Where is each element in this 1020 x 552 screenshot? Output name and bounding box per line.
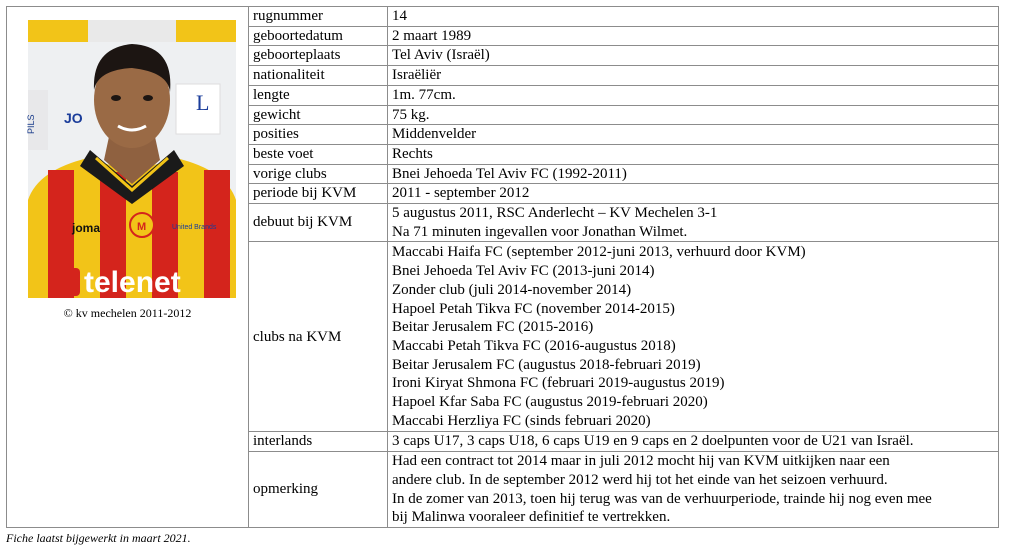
field-value-line: 2 maart 1989 <box>392 27 472 44</box>
player-photo-image <box>28 20 236 298</box>
field-value <box>388 432 999 452</box>
field-label: opmerking <box>249 452 388 528</box>
field-value-line: Maccabi Petah Tikva FC (2016-augustus 2018) <box>392 337 676 354</box>
player-photo <box>28 20 236 298</box>
bg-jo-text: JO <box>64 110 83 126</box>
player-fiche-table <box>6 6 999 528</box>
field-value-line: Zonder club (juli 2014-november 2014) <box>392 281 632 298</box>
field-label: nationaliteit <box>249 66 388 86</box>
field-value-line: Bnei Jehoeda Tel Aviv FC (1992-2011) <box>392 165 627 182</box>
svg-text:M: M <box>137 221 147 233</box>
field-value <box>388 144 999 164</box>
fiche-body <box>7 7 999 528</box>
field-value <box>388 125 999 145</box>
field-label: beste voet <box>249 144 388 164</box>
field-value-line: In de zomer van 2013, toen hij terug was van de verhuurperiode, trainde hij nog even mee <box>392 490 932 507</box>
field-value-line: Maccabi Herzliya FC (sinds februari 2020) <box>392 412 651 429</box>
field-label: debuut bij KVM <box>249 204 388 242</box>
sleeve-badge-text: United Brands <box>172 224 217 231</box>
field-label: geboortedatum <box>249 26 388 46</box>
field-label: rugnummer <box>249 7 388 27</box>
field-label: clubs na KVM <box>249 242 388 432</box>
field-value-line: Israëliër <box>392 67 442 84</box>
field-label: interlands <box>249 432 388 452</box>
field-value <box>388 452 999 528</box>
field-value <box>388 85 999 105</box>
field-value-line: Hapoel Petah Tikva FC (november 2014-2015) <box>392 300 675 317</box>
field-value-line: 1m. 77cm. <box>392 86 456 103</box>
field-value <box>388 184 999 204</box>
field-value <box>388 66 999 86</box>
field-value-line: 3 caps U17, 3 caps U18, 6 caps U19 en 9 caps en 2 doelpunten voor de U21 van Israël. <box>392 433 914 450</box>
field-label: geboorteplaats <box>249 46 388 66</box>
field-value-line: 5 augustus 2011, RSC Anderlecht – KV Mechelen 3-1 <box>392 205 718 222</box>
field-value-line: Rechts <box>392 145 433 162</box>
field-value <box>388 46 999 66</box>
field-value-line: Maccabi Haifa FC (september 2012-juni 2013, verhuurd door KVM) <box>392 244 806 261</box>
photo-caption: © kv mechelen 2011-2012 <box>63 306 192 320</box>
field-value-line: 2011 - september 2012 <box>392 185 530 202</box>
bg-left-text: PILS <box>26 114 36 134</box>
field-value-line: bij Malinwa vooraleer definitief te vertrekken. <box>392 509 671 526</box>
field-value-line: 14 <box>392 8 407 24</box>
field-label: vorige clubs <box>249 164 388 184</box>
field-value-line: Middenvelder <box>392 126 477 143</box>
field-label: posities <box>249 125 388 145</box>
field-value <box>388 204 999 242</box>
fiche-row <box>7 7 999 27</box>
field-value <box>388 26 999 46</box>
field-value <box>388 7 999 27</box>
field-label: lengte <box>249 85 388 105</box>
field-value-line: Tel Aviv (Israël) <box>392 47 490 64</box>
field-value-line: Hapoel Kfar Saba FC (augustus 2019-februari 2020) <box>392 394 708 411</box>
bg-sponsor-letters: L <box>196 90 210 115</box>
last-updated-note: Fiche laatst bijgewerkt in maart 2021. <box>6 531 191 545</box>
field-value <box>388 105 999 125</box>
field-value <box>388 164 999 184</box>
field-value <box>388 242 999 432</box>
jersey-sponsor: telenet <box>84 266 181 299</box>
field-value-line: Beitar Jerusalem FC (augustus 2018-februari 2019) <box>392 356 701 373</box>
field-label: gewicht <box>249 105 388 125</box>
field-value-line: andere club. In de september 2012 werd hij tot het einde van het seizoen verhuurd. <box>392 471 888 488</box>
kit-brand-logo: joma <box>72 221 101 235</box>
field-value-line: Had een contract tot 2014 maar in juli 2012 mocht hij van KVM uitkijken naar een <box>392 453 890 470</box>
field-value-line: Bnei Jehoeda Tel Aviv FC (2013-juni 2014) <box>392 263 655 280</box>
field-label: periode bij KVM <box>249 184 388 204</box>
field-value-line: 75 kg. <box>392 106 430 123</box>
field-value-line: Beitar Jerusalem FC (2015-2016) <box>392 319 594 336</box>
field-value-line: Na 71 minuten ingevallen voor Jonathan Wilmet. <box>392 223 688 240</box>
photo-cell <box>7 7 249 528</box>
field-value-line: Ironi Kiryat Shmona FC (februari 2019-augustus 2019) <box>392 375 725 392</box>
